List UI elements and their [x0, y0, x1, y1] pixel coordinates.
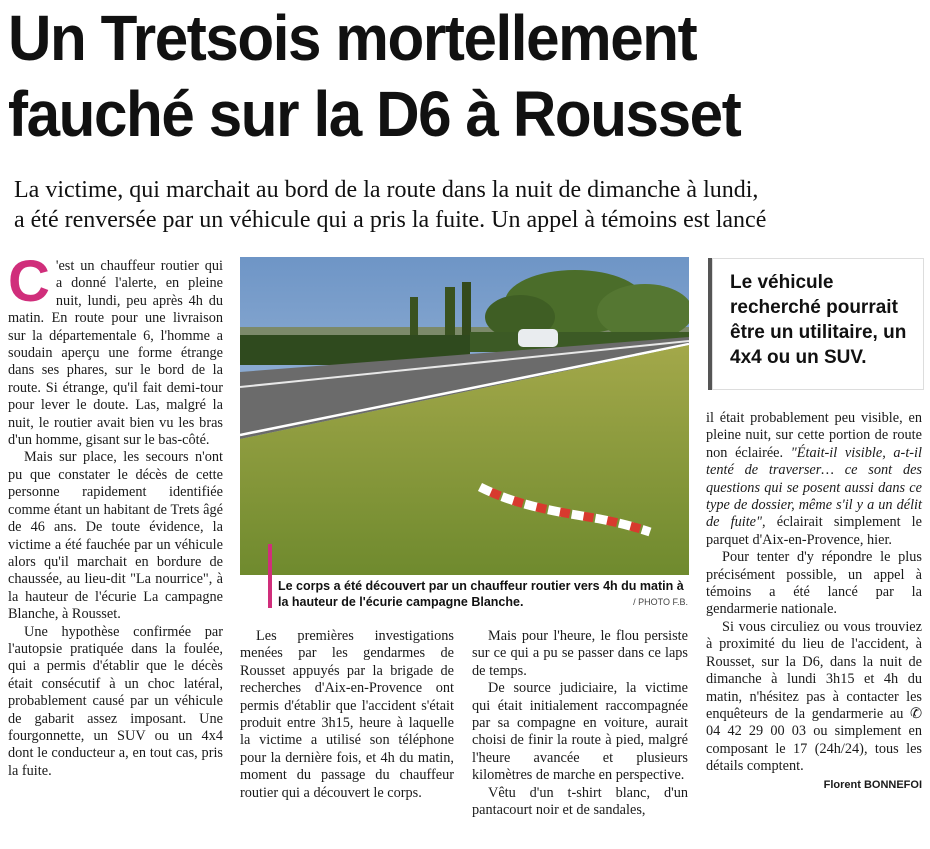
paragraph: Mais sur place, les secours n'ont pu que constater le décès de cette personne rapidement identifiée comme étant un habitant de Trets âgé de 46 ans. De toute évidence, la victime a été fauchée par un véhicule alors qu'il marchait en bordure de chaussée, au lieu-dit "La nourrice", à la hauteur de l'écurie La campagne Blanche, à Rousset. [8, 449, 223, 623]
article-column-1 [8, 249, 223, 780]
paragraph: De source judiciaire, la victime qui était initialement raccompagnée par sa compagne en voiture, aurait choisi de finir la route à pied, malgré l'heure avancée et plusieurs kilomètres de marche en perspective. [472, 680, 688, 784]
paragraph: Vêtu d'un t-shirt blanc, d'un pantacourt noir et de sandales, [472, 784, 688, 819]
pull-quote-text: Le véhicule recherché pourrait être un utilitaire, un 4x4 ou un SUV. [730, 272, 907, 368]
author-line [706, 776, 922, 794]
paragraph-text: , éclairait simplement le parquet d'Aix-en-Provence, hier. [706, 514, 923, 548]
car [518, 329, 558, 347]
cypress-tree [462, 282, 471, 342]
paragraph: Mais pour l'heure, le flou persiste sur ce qui a pu se passer dans ce laps de temps. [472, 628, 688, 679]
paragraph [706, 410, 922, 549]
paragraph: Si vous circuliez ou vous trouviez à proximité du lieu de l'accident, à Rousset, sur la D6, dans la nuit de dimanche à lundi 3h15 et 4h du matin, n'hésitez pas à contacter les enquêteurs de la gendarmerie au ✆ 04 42 29 00 03 ou simplement en composant le 17 (24h/24), tous les détails comptent. [706, 618, 922, 775]
article-column-2 [240, 628, 454, 802]
road-scene-illustration [240, 257, 689, 575]
paragraph [8, 249, 223, 449]
standfirst-line-2: a été renversée par un véhicule qui a pris la fuite. Un appel à témoins est lancé [14, 207, 767, 233]
headline-line-1: Un Tretsois mortellement [8, 2, 697, 74]
paragraph: Les premières investigations menées par les gendarmes de Rousset appuyés par la brigade de recherches d'Aix-en-Provence ont permis d'établir que l'accident s'était produit entre 3h15, heure à laquelle la victime a utilisé son téléphone pour la dernière fois, et 4h du matin, moment du passage du chauffeur routier qui a découvert le corps. [240, 628, 454, 801]
article-column-4 [706, 410, 922, 794]
headline [8, 0, 868, 152]
photo-credit: / PHOTO F.B. [633, 597, 688, 607]
drop-cap: C [8, 249, 50, 314]
article-photo [240, 257, 689, 575]
standfirst [14, 175, 919, 235]
author-name: Florent BONNEFOI [823, 778, 922, 791]
pull-quote [708, 258, 924, 390]
standfirst-line-1: La victime, qui marchait au bord de la route dans la nuit de dimanche à lundi, [14, 177, 759, 203]
caption-text: Le corps a été découvert par un chauffeur routier vers 4h du matin à la hauteur de l'écurie campagne Blanche. [278, 579, 684, 609]
paragraph: Pour tenter d'y répondre le plus précisément possible, un appel à témoins a été lancé par la gendarmerie nationale. [706, 549, 922, 618]
photo-caption [268, 578, 688, 610]
tree [597, 284, 689, 340]
paragraph-text: 'est un chauffeur routier qui a donné l'alerte, en pleine nuit, lundi, peu après 4h du matin. En route pour une livraison sur la départementale 6, l'homme a soudain aperçu une forme étrange dans ses phares, sur le bord de la route. Si étrange, qu'il fait demi-tour pour lever le doute. Las, malgré la nuit, le routier avait bien vu les bras d'un homme, gisant sur le bas-côté. [8, 258, 223, 449]
article-column-3 [472, 628, 688, 819]
headline-line-2: fauché sur la D6 à Rousset [8, 78, 741, 150]
quoted-statement: "Était-il visible, a-t-il tenté de traverser… ce sont des questions qui se posent aussi dans ce type de dossier, même s'il y a un délit de fuite" [706, 444, 922, 531]
paragraph: Une hypothèse confirmée par l'autopsie pratiquée dans la foulée, qui a permis d'établir que le décès était consécutif à un choc latéral, probablement causé par un véhicule de gabarit assez imposant. Une fourgonnette, un SUV ou un 4x4 dont le conducteur a, en tout cas, pris la fuite. [8, 623, 223, 779]
cypress-tree [445, 287, 455, 342]
paragraph-text: il était probablement peu visible, en pleine nuit, sur cette portion de route non éclairée. [706, 410, 922, 461]
